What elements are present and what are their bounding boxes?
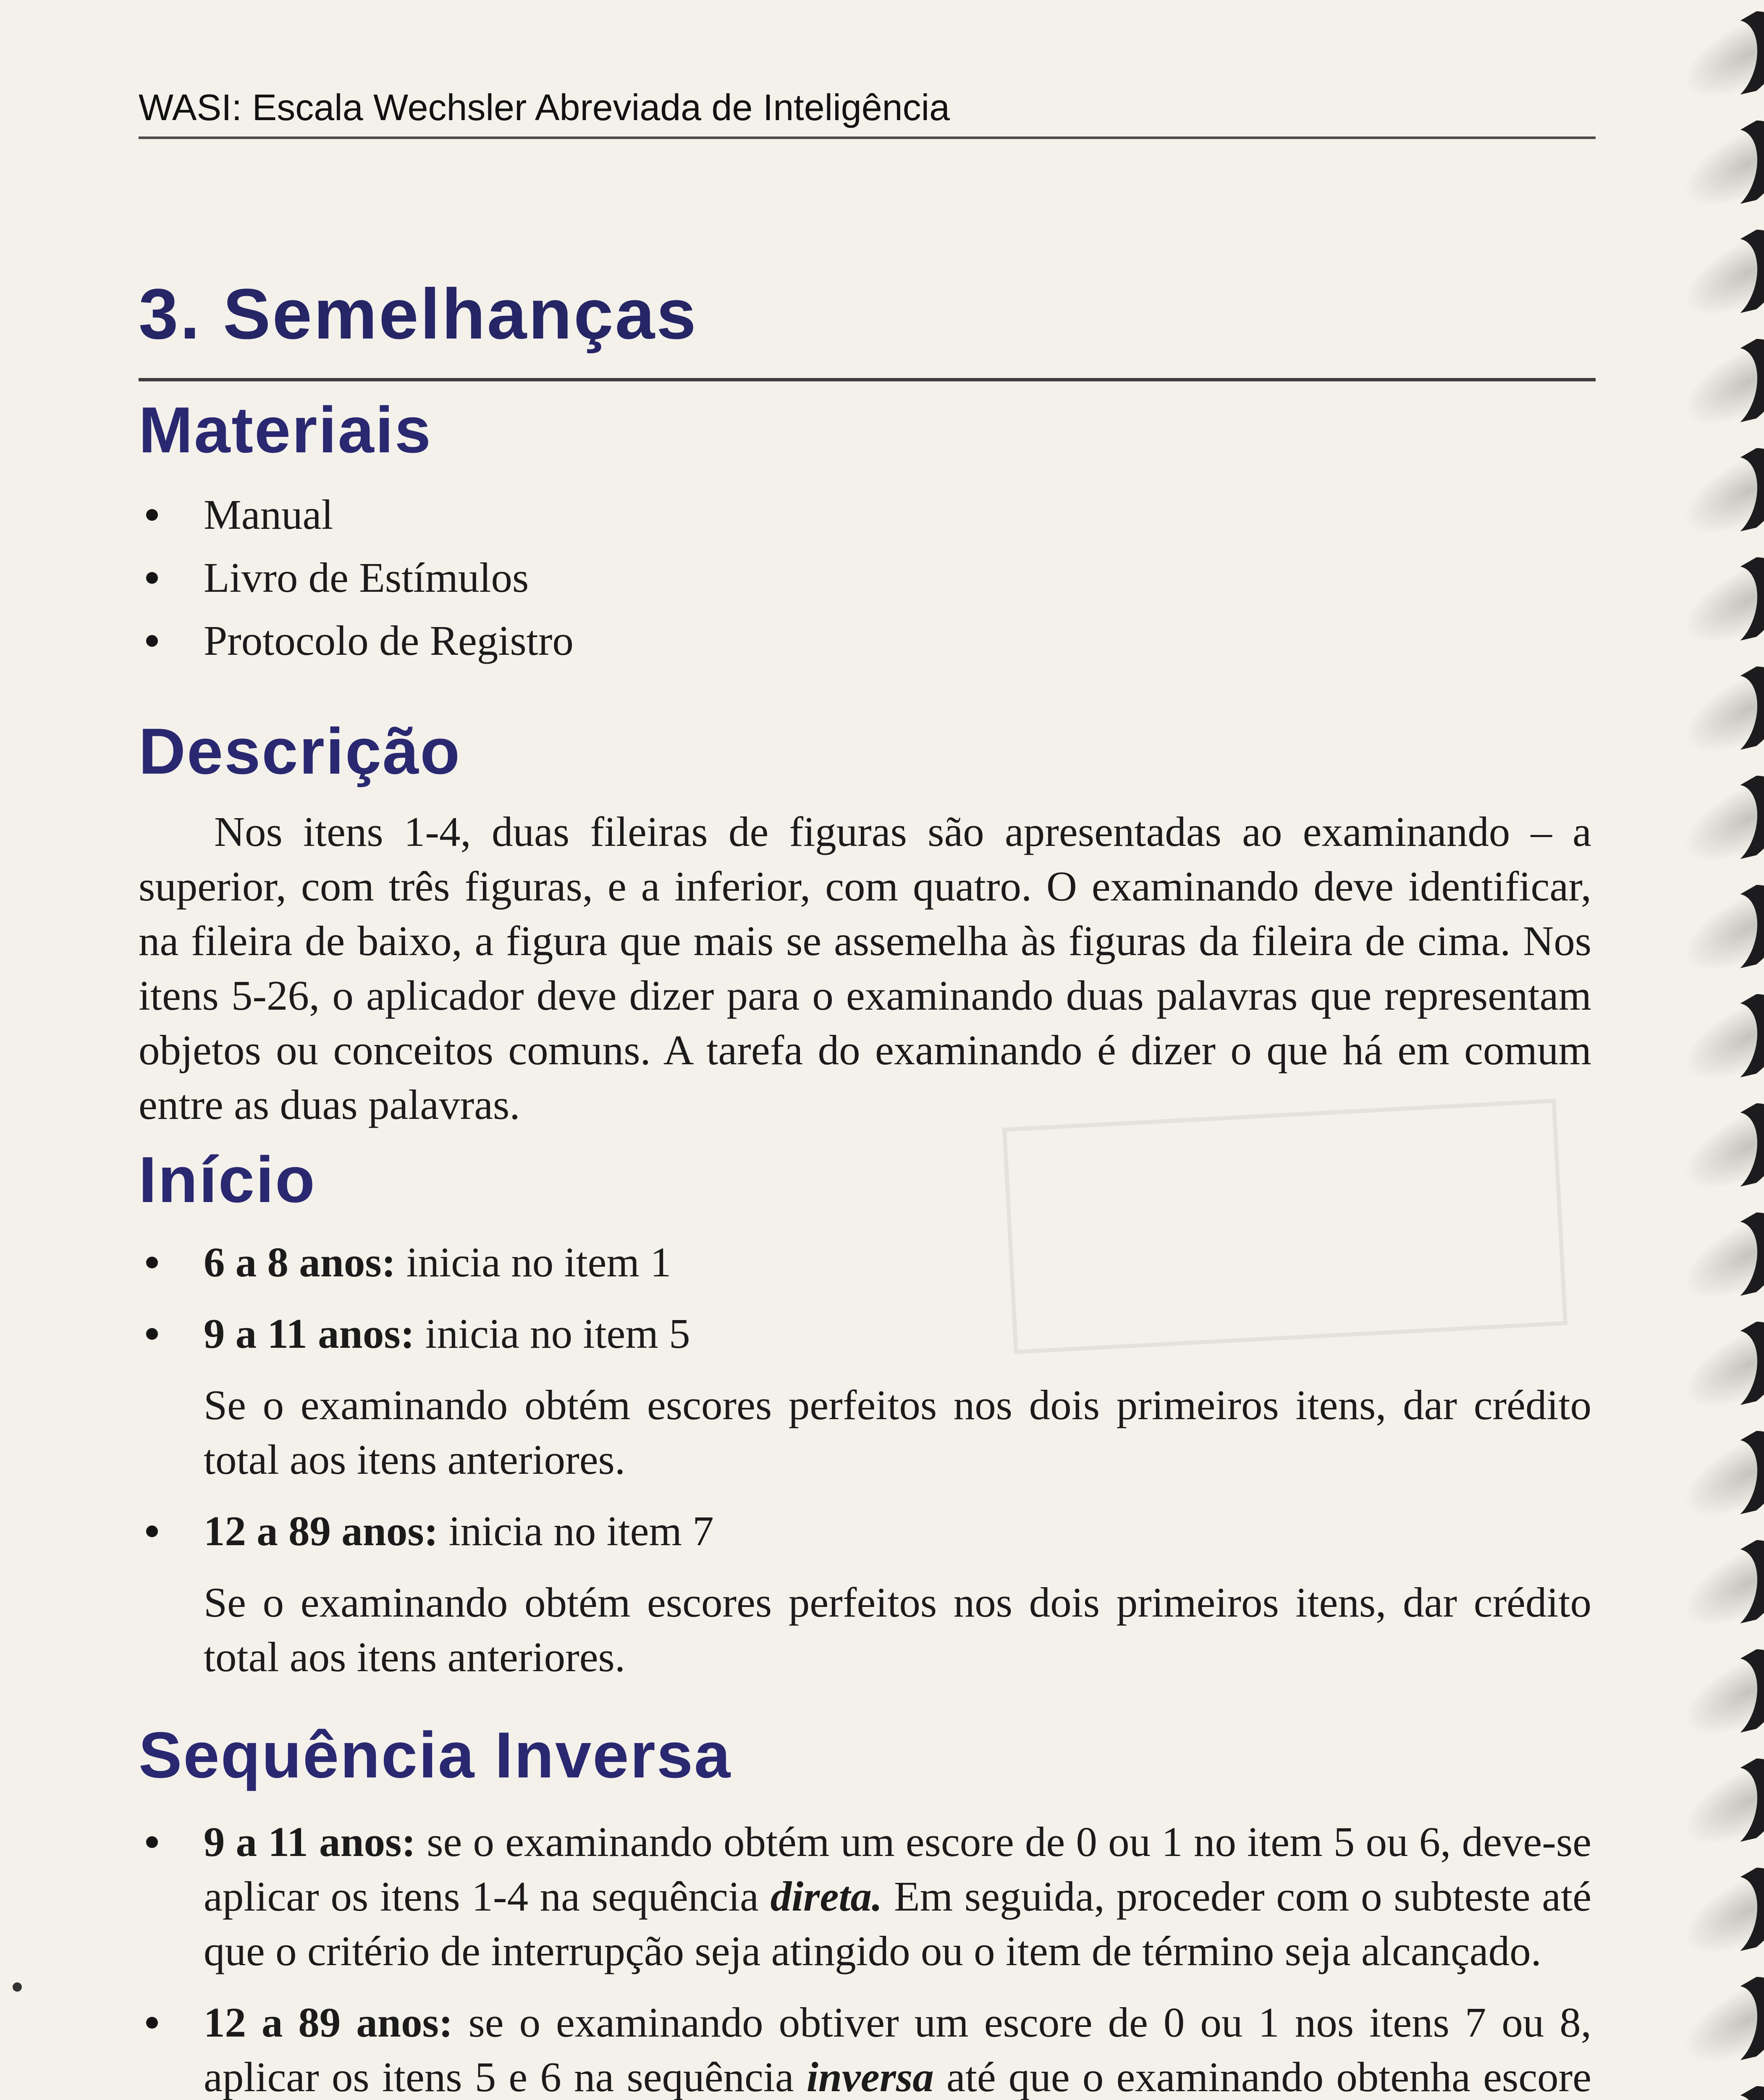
emphasis-text: inversa [806, 2053, 934, 2100]
start-rule: inicia no item 7 [448, 1507, 714, 1554]
chapter-rule [139, 378, 1596, 381]
descricao-paragraph [139, 804, 1591, 1132]
list-item [139, 1995, 1591, 2100]
rule-text: se o examinando obtiver um escore de 0 ou 1 nos itens 7 ou 8, aplicar os itens 5 e 6 na sequência [204, 1999, 1591, 2100]
bullet-icon [146, 1836, 158, 1848]
bullet-icon [146, 1525, 158, 1537]
age-range: 9 a 11 anos: [204, 1310, 415, 1357]
material-label: Protocolo de Registro [204, 617, 574, 664]
rule-text: Em seguida, proceder com o subteste até que o critério de interrupção seja atingido ou o item de término seja alcançado. [204, 1873, 1592, 1974]
material-label: Livro de Estímulos [204, 554, 529, 601]
age-range: 12 a 89 anos: [204, 1507, 438, 1554]
emphasis-text: direta. [770, 1873, 883, 1920]
list-item [139, 1306, 1591, 1487]
header-rule [139, 136, 1596, 139]
descricao-heading: Descrição [139, 715, 461, 788]
sequencia-inversa-heading: Sequência Inversa [139, 1719, 732, 1791]
start-note: Se o examinando obtém escores perfeitos nos dois primeiros itens, dar crédito total aos itens anteriores. [204, 1579, 1591, 1680]
spiral-binding [1673, 0, 1764, 2100]
material-label: Manual [204, 491, 333, 538]
rule-text: se o examinando obtém um escore de 0 ou 1 no item 5 ou 6, deve-se aplicar os itens 1-4 na sequência [204, 1818, 1591, 1920]
list-item [139, 550, 1591, 605]
bullet-icon [146, 2017, 158, 2029]
bullet-icon [146, 509, 158, 521]
start-rule: inicia no item 1 [406, 1239, 671, 1286]
age-range: 6 a 8 anos: [204, 1239, 396, 1286]
list-item [139, 487, 1591, 542]
materiais-list [139, 487, 1591, 668]
list-item [139, 1235, 1591, 1289]
bullet-icon [146, 1328, 158, 1340]
list-item [139, 1504, 1591, 1684]
bullet-icon [146, 1257, 158, 1268]
descricao-text: Nos itens 1-4, duas fileiras de figuras são apresentadas ao examinando – a superior, com três figuras, e a inferior, com quatro. O examinando deve identificar, na fileira de baixo, a figura que mais se assemelha às figuras da fileira de cima. Nos itens 5-26, o aplicador deve dizer para o examinando duas palavras que representam objetos ou conceitos comuns. A tarefa do examinando é dizer o que há em comum entre as duas palavras. [139, 808, 1591, 1128]
margin-mark [13, 1982, 22, 1992]
list-item [139, 1814, 1591, 1978]
start-rule: inicia no item 5 [425, 1310, 690, 1357]
running-header: WASI: Escala Wechsler Abreviada de Inteligência [139, 87, 950, 128]
rule-text: até que o examinando obtenha escore [946, 2053, 1592, 2100]
bullet-icon [146, 572, 158, 584]
inicio-heading: Início [139, 1143, 316, 1216]
list-item [139, 613, 1591, 668]
materiais-heading: Materiais [139, 394, 432, 466]
start-note: Se o examinando obtém escores perfeitos nos dois primeiros itens, dar crédito total aos itens anteriores. [204, 1381, 1591, 1483]
age-range: 9 a 11 anos: [204, 1818, 416, 1865]
age-range: 12 a 89 anos: [204, 1999, 453, 2046]
inicio-list [139, 1235, 1591, 1684]
bullet-icon [146, 635, 158, 647]
chapter-title: 3. Semelhanças [139, 274, 698, 354]
sequencia-inversa-list [139, 1814, 1591, 2100]
